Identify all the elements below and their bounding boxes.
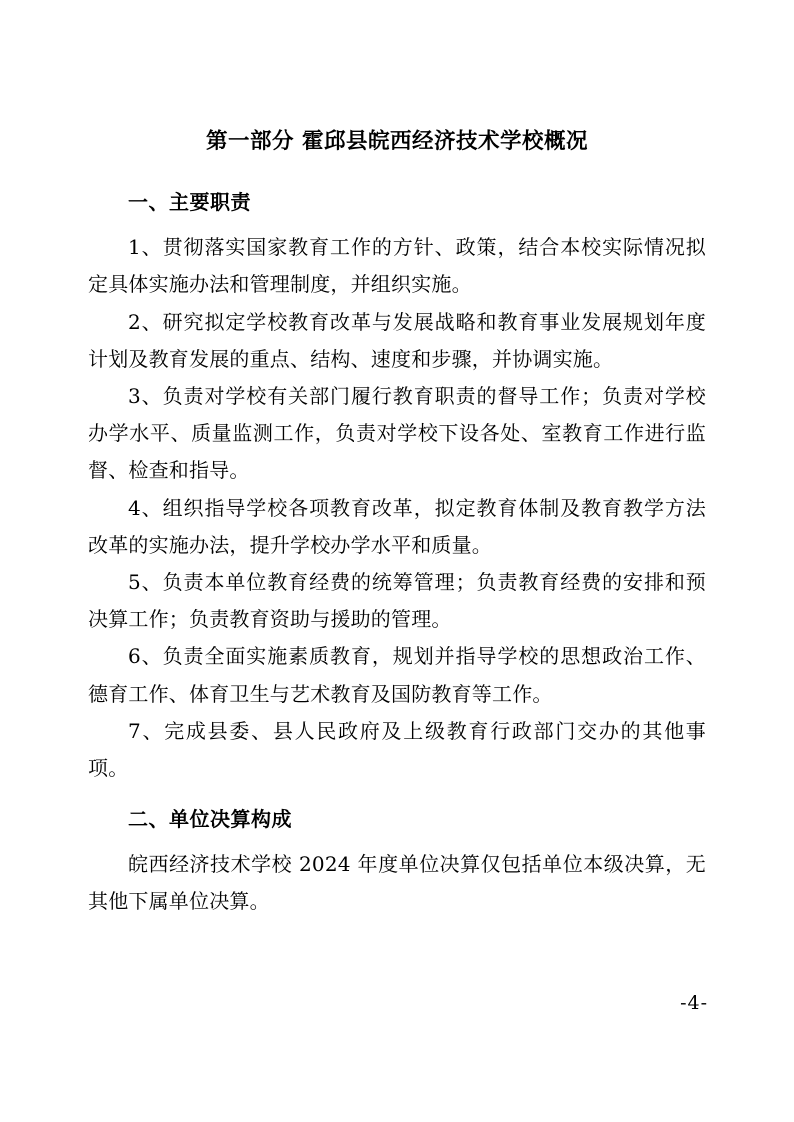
paragraph: 1、贯彻落实国家教育工作的方针、政策，结合本校实际情况拟定具体实施办法和管理制度，并组织实施。 [88, 235, 706, 297]
document-body [88, 126, 706, 920]
paragraph: 3、负责对学校有关部门履行教育职责的督导工作；负责对学校办学水平、质量监测工作，负责对学校下设各处、室教育工作进行监督、检查和指导。 [88, 384, 706, 483]
paragraph: 7、完成县委、县人民政府及上级教育行政部门交办的其他事项。 [88, 718, 706, 780]
paragraph: 2、研究拟定学校教育改革与发展战略和教育事业发展规划年度计划及教育发展的重点、结构、速度和步骤，并协调实施。 [88, 309, 706, 371]
paragraph: 6、负责全面实施素质教育，规划并指导学校的思想政治工作、德育工作、体育卫生与艺术教育及国防教育等工作。 [88, 644, 706, 706]
paragraph: 5、负责本单位教育经费的统筹管理；负责教育经费的安排和预决算工作；负责教育资助与援助的管理。 [88, 569, 706, 632]
paragraph: 4、组织指导学校各项教育改革，拟定教育体制及教育教学方法改革的实施办法，提升学校办学水平和质量。 [88, 495, 706, 557]
section-heading-main-duties: 一、主要职责 [128, 190, 251, 215]
page-title: 第一部分 霍邱县皖西经济技术学校概况 [206, 129, 588, 154]
page-number: -4- [680, 992, 708, 1014]
section-heading-budget-composition: 二、单位决算构成 [128, 807, 292, 832]
paragraph: 皖西经济技术学校 2024 年度单位决算仅包括单位本级决算，无其他下属单位决算。 [88, 852, 706, 914]
